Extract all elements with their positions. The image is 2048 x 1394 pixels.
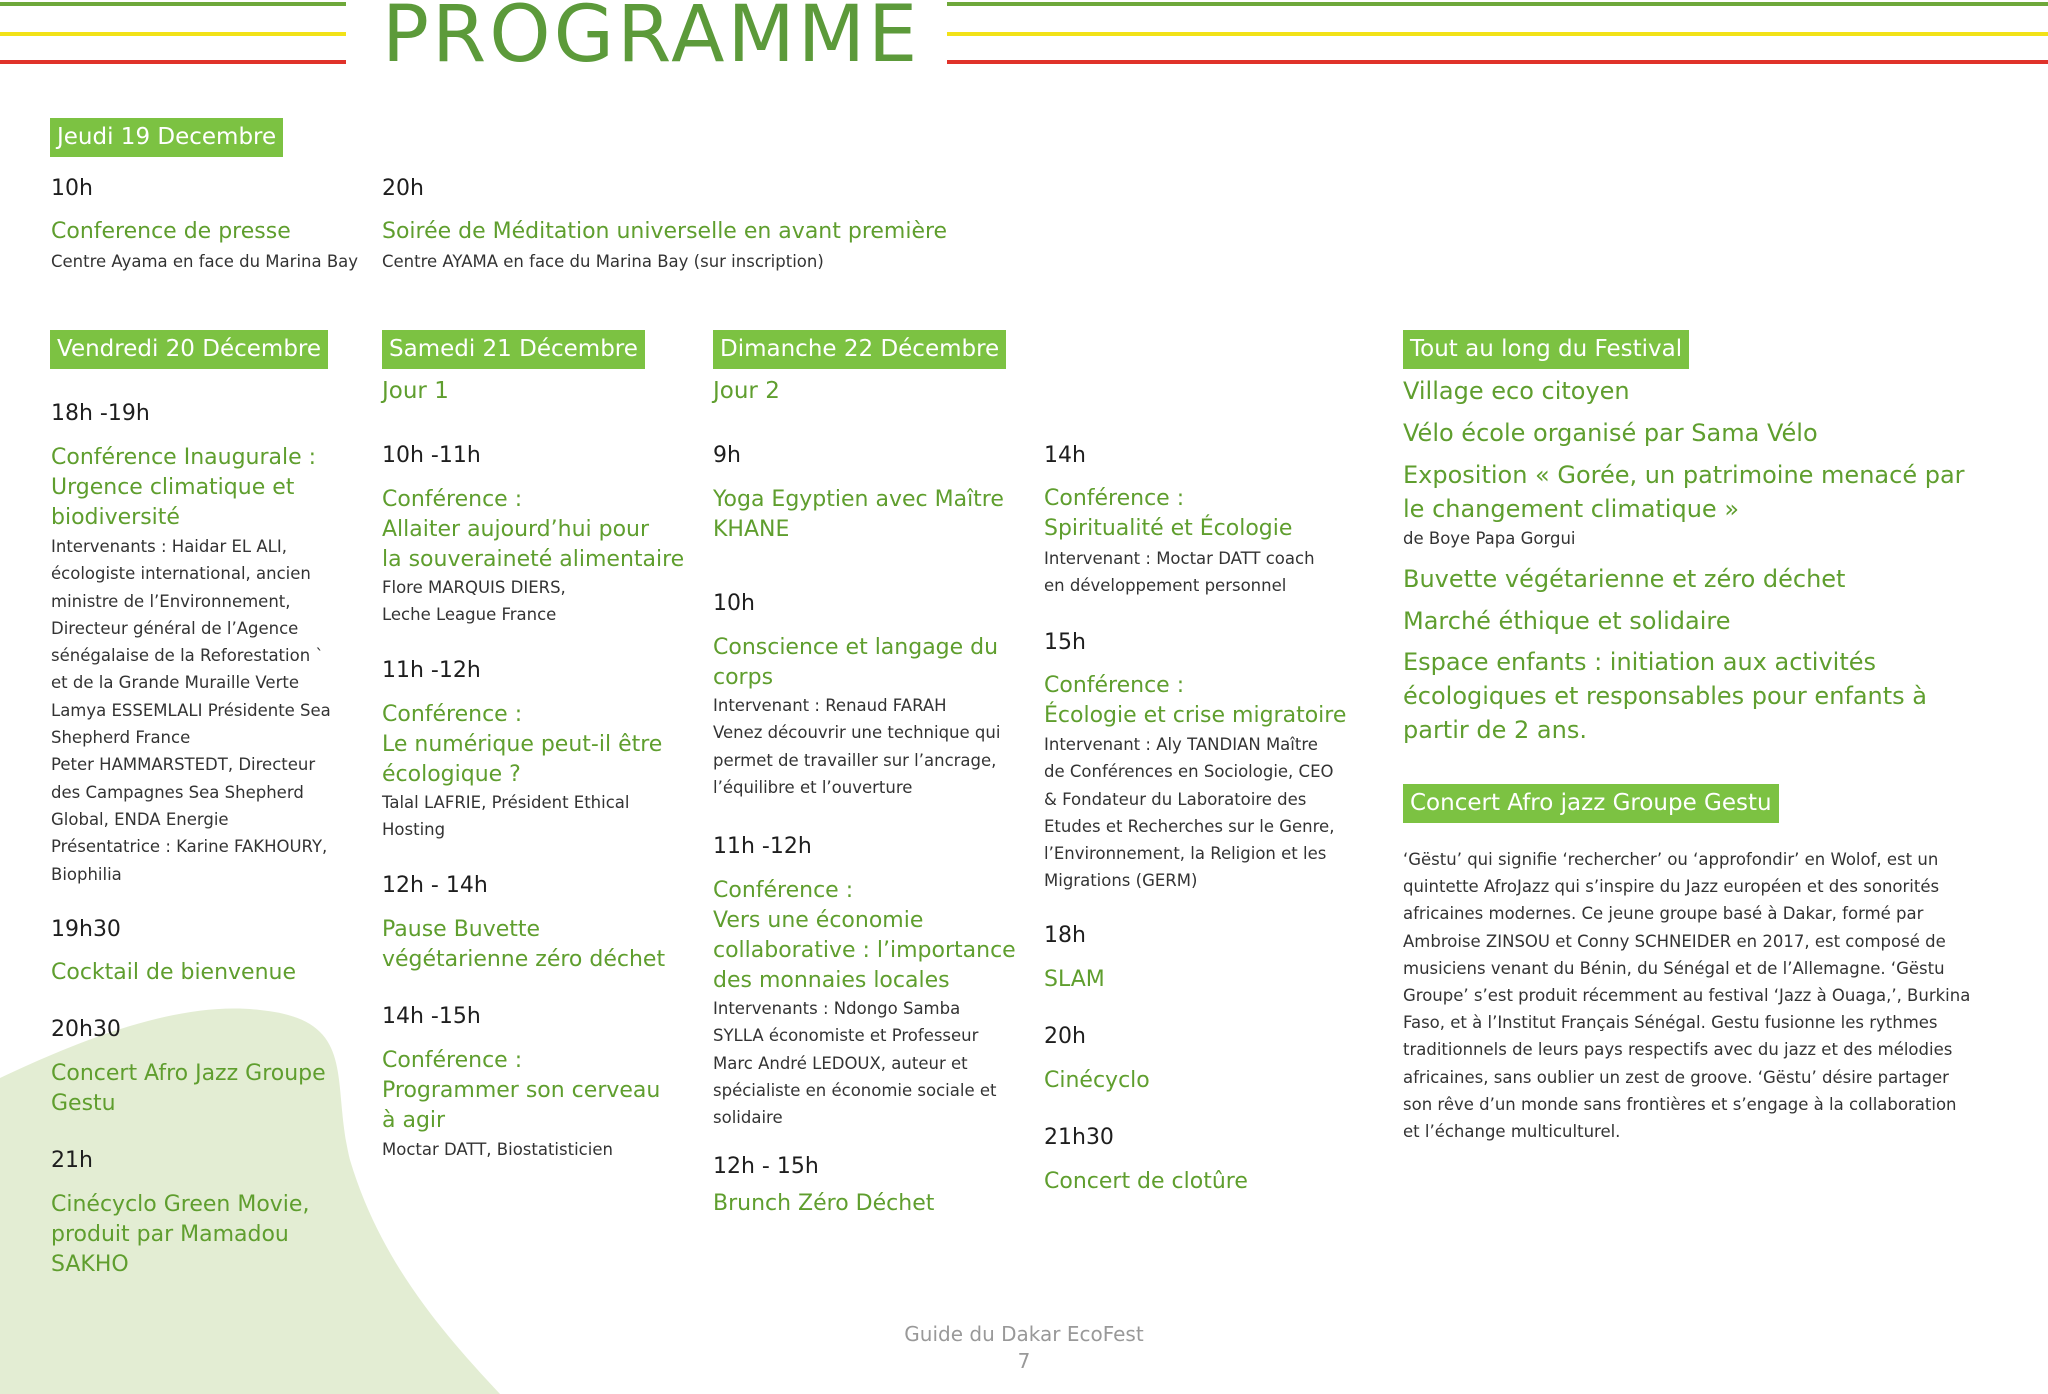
event-title: Cinécyclo (1044, 1068, 1150, 1093)
event-time: 14h -15h (382, 1004, 481, 1029)
header-stripe-red-left (0, 60, 346, 64)
event-time: 11h -12h (382, 658, 481, 683)
event-title: Conférence : Écologie et crise migratoire (1044, 673, 1347, 728)
event-time: 19h30 (51, 917, 121, 942)
festival-item: Buvette végétarienne et zéro déchet (1403, 565, 1846, 593)
event-title: Cinécyclo Green Movie, produit par Mamadou SAKHO (51, 1192, 310, 1277)
event-time: 21h (51, 1148, 93, 1173)
festival-item: Marché éthique et solidaire (1403, 607, 1731, 635)
event-time: 9h (713, 443, 741, 468)
event-detail: Centre AYAMA en face du Marina Bay (sur inscription) (382, 252, 824, 271)
concert-description: ‘Gëstu’ qui signifie ‘rechercher’ ou ‘approfondir’ en Wolof, est un quintette AfroJazz qui s’inspire du Jazz européen et des sonorités africaines modernes. Ce jeune groupe basé à Dakar, formé par Ambroise ZINSOU et Conny SCHNEIDER en 2017, est composé de musiciens venant du Bénin, du Sénégal et de l’Allemagne. ‘Gëstu Groupe’ s’est produit récemment au festival ‘Jazz à Ouaga,’, Burkina Faso, et à l’Institut Français Sénégal. Gestu fusionne les rythmes traditionnels de leurs pays respectifs avec du jazz et des mélodies africaines, sans oublier un zest de groove. ‘Gëstu’ désire partager son rêve d’un monde sans frontières et s’engage à la collaboration et l’échange multiculturel. (1403, 850, 1971, 1142)
footer-guide-title: Guide du Dakar EcoFest (904, 1322, 1144, 1346)
day-header-jeudi: Jeudi 19 Decembre (50, 118, 283, 157)
event-title: Yoga Egyptien avec Maître KHANE (713, 487, 1004, 542)
event-title: Conférence : Allaiter aujourd’hui pour la souveraineté alimentaire (382, 487, 685, 572)
day-header-vendredi: Vendredi 20 Décembre (50, 330, 328, 369)
event-time: 18h -19h (51, 401, 150, 426)
event-title: Cocktail de bienvenue (51, 960, 297, 985)
event-title: Brunch Zéro Déchet (713, 1191, 935, 1216)
event-time: 14h (1044, 443, 1086, 468)
event-time: 11h -12h (713, 834, 812, 859)
event-time: 15h (1044, 630, 1086, 655)
event-title: Pause Buvette végétarienne zéro déchet (382, 917, 666, 972)
event-detail: Talal LAFRIE, Président Ethical Hosting (382, 793, 630, 840)
header-stripe-yellow-left (0, 32, 346, 36)
event-time: 10h -11h (382, 443, 481, 468)
event-title: Concert Afro Jazz Groupe Gestu (51, 1061, 326, 1116)
event-detail: Intervenants : Ndongo Samba SYLLA économiste et Professeur Marc André LEDOUX, auteur et spécialiste en économie sociale et solidaire (713, 999, 997, 1128)
event-detail: Moctar DATT, Biostatisticien (382, 1140, 613, 1159)
event-detail: Intervenants : Haidar EL ALI, écologiste international, ancien ministre de l’Environnement, Directeur général de l’Agence sénégalaise de la Reforestation ` et de la Grande Muraille Verte Lamya ESSEMLALI Présidente Sea Shepherd France Peter HAMMARSTEDT, Directeur des Campagnes Sea Shepherd Global, ENDA Energie Présentatrice : Karine FAKHOURY, Biophilia (51, 537, 331, 884)
event-title: Concert de clotûre (1044, 1169, 1248, 1194)
event-time: 18h (1044, 923, 1086, 948)
event-title: Conférence : Programmer son cerveau à agir (382, 1048, 661, 1133)
event-title: Conscience et langage du corps (713, 635, 999, 690)
jour-label: Jour 2 (713, 378, 780, 404)
event-time: 20h (1044, 1024, 1086, 1049)
festival-item: Village eco citoyen (1403, 377, 1630, 405)
header-stripe-yellow-right (947, 32, 2048, 36)
event-detail: Flore MARQUIS DIERS, Leche League France (382, 578, 566, 625)
event-title: Soirée de Méditation universelle en avant première (382, 219, 948, 244)
festival-header: Tout au long du Festival (1403, 330, 1689, 369)
event-time: 10h (713, 591, 755, 616)
header-stripe-red-right (947, 60, 2048, 64)
page-title: PROGRAMME (382, 0, 921, 80)
festival-item: Exposition « Gorée, un patrimoine menacé par le changement climatique » (1403, 461, 1965, 523)
event-title: Conférence : Vers une économie collaborative : l’importance des monnaies locales (713, 878, 1016, 993)
page-number: 7 (1017, 1349, 1031, 1373)
header-stripe-green-left (0, 2, 346, 6)
festival-item-detail: de Boye Papa Gorgui (1403, 529, 1576, 548)
event-title: SLAM (1044, 967, 1105, 992)
festival-item: Vélo école organisé par Sama Vélo (1403, 419, 1818, 447)
festival-item: Espace enfants : initiation aux activités écologiques et responsables pour enfants à partir de 2 ans. (1403, 648, 1928, 744)
event-time: 12h - 15h (713, 1154, 819, 1179)
event-time: 20h30 (51, 1017, 121, 1042)
event-title: Conference de presse (51, 219, 291, 244)
day-header-samedi: Samedi 21 Décembre (382, 330, 645, 369)
event-title: Conférence Inaugurale : Urgence climatique et biodiversité (51, 445, 317, 530)
event-detail: Intervenant : Renaud FARAH Venez découvrir une technique qui permet de travailler sur l’ancrage, l’équilibre et l’ouverture (713, 696, 1001, 797)
event-title: Conférence : Le numérique peut-il être écologique ? (382, 702, 663, 787)
day-header-dimanche: Dimanche 22 Décembre (713, 330, 1006, 369)
concert-header: Concert Afro jazz Groupe Gestu (1403, 784, 1779, 823)
event-time: 12h - 14h (382, 873, 488, 898)
event-detail: Intervenant : Aly TANDIAN Maître de Conférences en Sociologie, CEO & Fondateur du Laboratoire des Etudes et Recherches sur le Genre, l’Environnement, la Religion et les Migrations (GERM) (1044, 735, 1335, 891)
event-detail: Centre Ayama en face du Marina Bay (51, 252, 359, 271)
event-detail: Intervenant : Moctar DATT coach en développement personnel (1044, 549, 1315, 596)
event-title: Conférence : Spiritualité et Écologie (1044, 486, 1293, 541)
event-time: 20h (382, 176, 424, 201)
event-time: 10h (51, 176, 93, 201)
jour-label: Jour 1 (382, 378, 449, 404)
event-time: 21h30 (1044, 1125, 1114, 1150)
header-stripe-green-right (947, 2, 2048, 6)
